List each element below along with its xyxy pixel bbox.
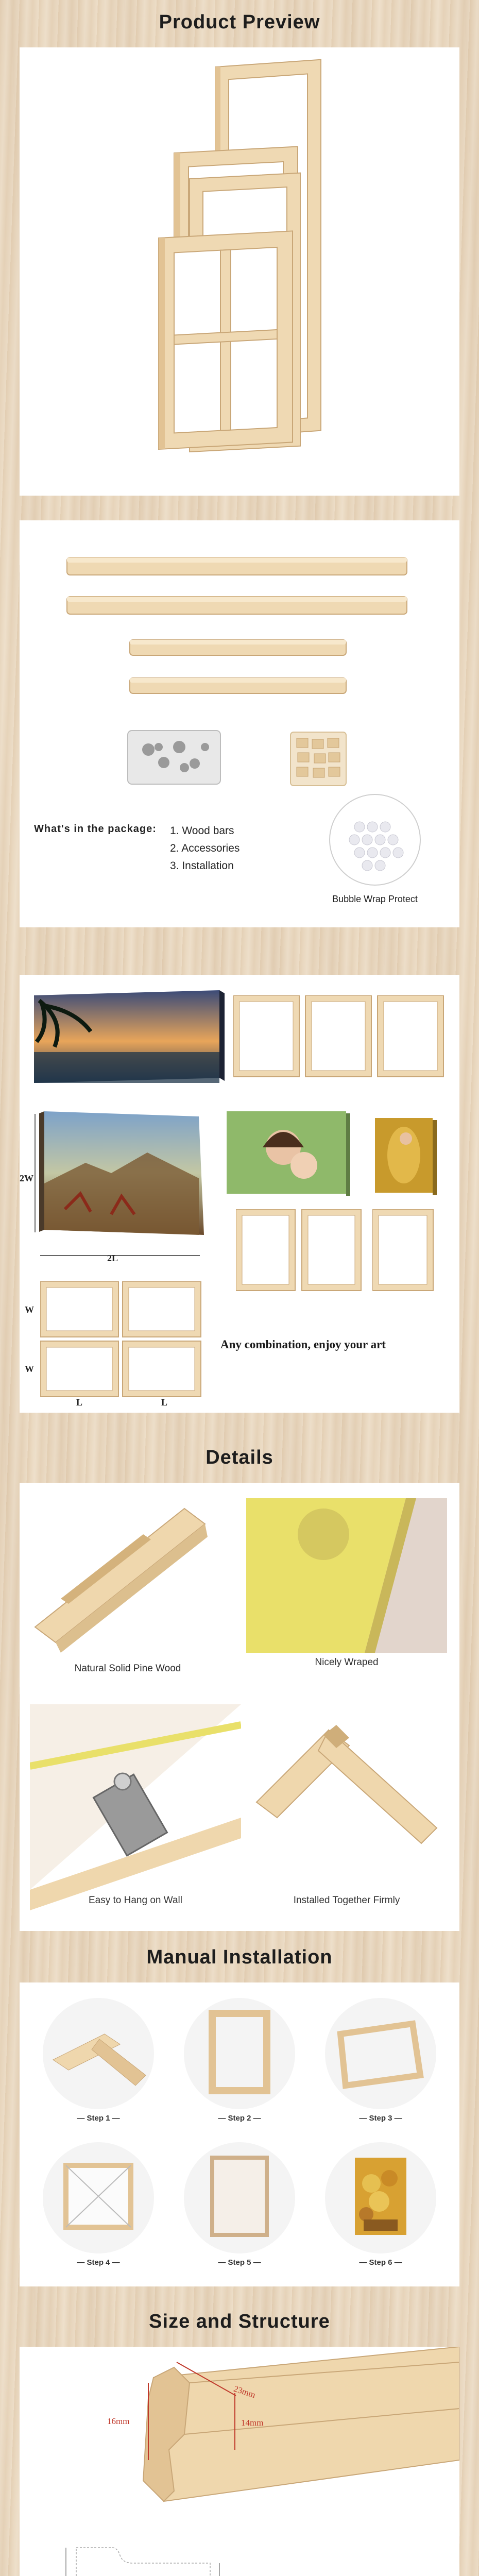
triptych-frames-illustration [233,995,444,1078]
dim-label-w2: W [25,1364,34,1374]
bubble-wrap-caption: Bubble Wrap Protect [332,894,418,904]
mother-baby-canvas-image [227,1111,350,1199]
step-1-label: — Step 1 — [77,2114,120,2123]
step-6-image [325,2142,436,2253]
dim-label-2w: 2W [20,1173,33,1183]
dim-left-label: 16mm [107,2416,130,2426]
wood-bar-short-2 [130,678,346,693]
step-5-image [184,2142,295,2253]
frame-stack-illustration [20,47,459,496]
step-4-image [43,2142,154,2253]
accessories-bag-illustration [123,726,226,788]
cross-section-diagram [56,2543,262,2576]
step-4-label: — Step 4 — [77,2258,120,2267]
wood-bar-short-1 [130,640,346,655]
dimension-lines [30,1109,210,1263]
combination-slogan: Any combination, enjoy your art [220,1338,386,1351]
combination-panel [20,975,459,1413]
wood-bar-long-1 [67,557,407,575]
dim-label-l2: L [161,1397,168,1408]
wood-bar-long-2 [67,597,407,614]
detail-caption-wrapped: Nicely Wraped [315,1657,379,1668]
single-frame-illustration [372,1209,437,1292]
dim-label-2l: 2L [107,1253,118,1263]
step-3-label: — Step 3 — [359,2114,402,2123]
dim-right-label: 14mm [241,2418,264,2428]
bubble-wrap-illustration [318,791,432,889]
gold-painting-canvas-image [375,1118,437,1195]
wood-bars-illustration [20,520,459,737]
step-2-label: — Step 2 — [218,2114,261,2123]
package-item-accessories: 2. Accessories [170,842,240,854]
corner-joint-image [246,1704,447,1879]
detail-caption-joint: Installed Together Firmly [293,1895,400,1906]
section-title-manual: Manual Installation [146,1946,333,1968]
size-panel [20,2347,459,2576]
dim-label-l1: L [76,1397,83,1408]
double-frames-illustration [236,1209,365,1292]
package-panel [20,520,459,927]
preview-panel [20,47,459,496]
dim-top-label: 23mm [232,2383,257,2400]
detail-caption-pine: Natural Solid Pine Wood [74,1663,181,1674]
details-panel [20,1483,459,1931]
dim-label-w1: W [25,1304,34,1315]
step-6-label: — Step 6 — [359,2258,402,2267]
detail-caption-hang: Easy to Hang on Wall [89,1895,182,1906]
step-3-image [325,1998,436,2109]
step-1-image [43,1998,154,2109]
step-5-label: — Step 5 — [218,2258,261,2267]
wood-wedges-illustration [287,729,349,788]
package-label: What's in the package: [34,823,157,835]
package-item-installation: 3. Installation [170,860,234,872]
package-items [170,822,239,875]
section-title-preview: Product Preview [159,11,320,33]
package-item-wood-bars: 1. Wood bars [170,825,234,837]
pine-wood-bar-image [30,1498,226,1653]
section-title-size: Size and Structure [149,2311,330,2332]
manual-panel [20,1982,459,2286]
quad-frames-illustration [40,1281,205,1400]
hanging-hook-image [30,1704,241,1910]
step-2-image [184,1998,295,2109]
section-title-details: Details [206,1447,273,1468]
wrapped-canvas-image [246,1498,447,1653]
wood-bar-profile-image [20,2347,459,2517]
sunset-canvas-image [34,990,225,1083]
